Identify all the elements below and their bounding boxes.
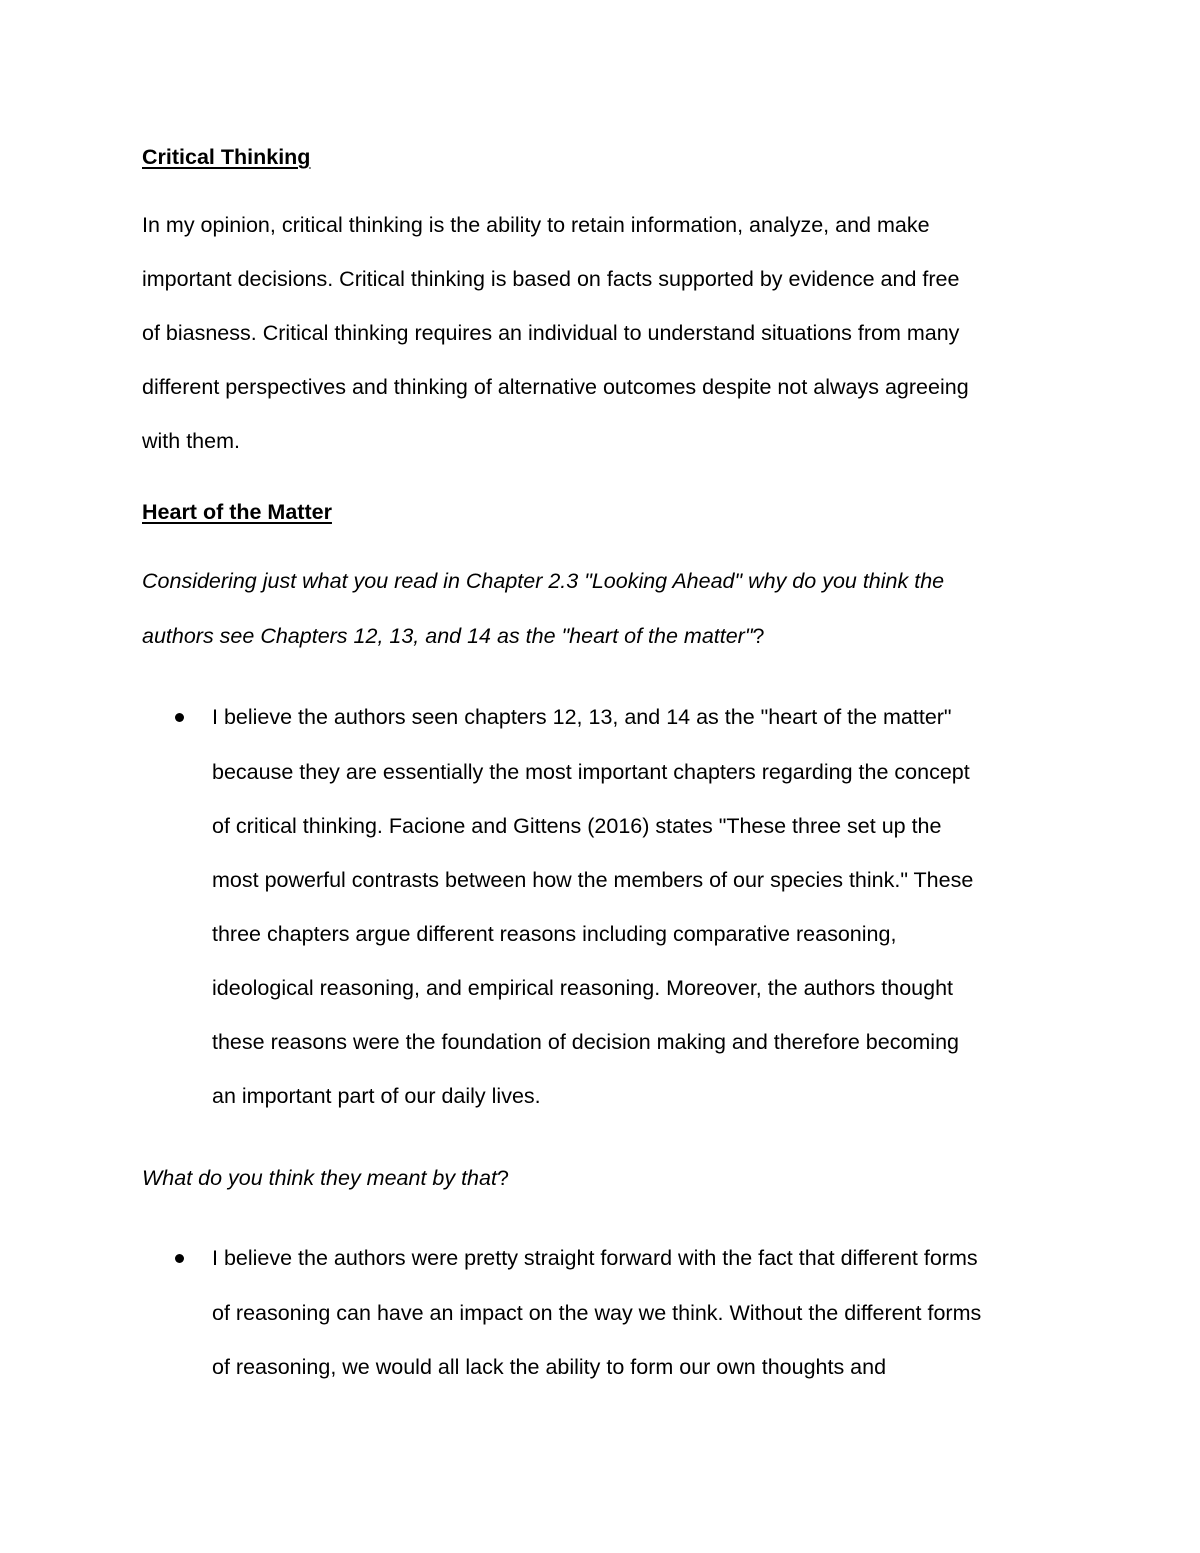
paragraph-line: important decisions. Critical thinking is based on facts supported by evidence and free	[142, 267, 960, 291]
paragraph-line: of biasness. Critical thinking requires an individual to understand situations from many	[142, 321, 960, 345]
answer-line: an important part of our daily lives.	[212, 1084, 541, 1108]
question-line	[142, 621, 764, 651]
answer-line: three chapters argue different reasons including comparative reasoning,	[212, 922, 897, 946]
paragraph-line: with them.	[142, 429, 240, 453]
answer-line: I believe the authors seen chapters 12, 13, and 14 as the "heart of the matter"	[212, 705, 952, 729]
paragraph-line: In my opinion, critical thinking is the ability to retain information, analyze, and make	[142, 213, 930, 237]
answer-line: of reasoning, we would all lack the ability to form our own thoughts and	[212, 1355, 887, 1379]
answer-line: I believe the authors were pretty straight forward with the fact that different forms	[212, 1246, 978, 1270]
answer-line: ideological reasoning, and empirical reasoning. Moreover, the authors thought	[212, 976, 954, 1000]
answer-line: of critical thinking. Facione and Gittens (2016) states "These three set up the	[212, 814, 942, 838]
section-heading-heart-of-the-matter: Heart of the Matter	[142, 500, 332, 524]
bullet-point	[175, 1254, 184, 1263]
question-mark: ?	[752, 624, 765, 648]
question-line	[142, 1163, 509, 1193]
answer-line: because they are essentially the most important chapters regarding the concept	[212, 760, 970, 784]
answer-line: of reasoning can have an impact on the way we think. Without the different forms	[212, 1301, 982, 1325]
question-line-text: What do you think they meant by that	[142, 1166, 497, 1190]
question-line: Considering just what you read in Chapter 2.3 "Looking Ahead" why do you think the	[142, 569, 945, 593]
question-mark: ?	[496, 1166, 509, 1190]
question-line-text: authors see Chapters 12, 13, and 14 as the "heart of the matter"	[142, 624, 753, 648]
answer-line: most powerful contrasts between how the members of our species think." These	[212, 868, 974, 892]
bullet-point	[175, 713, 184, 722]
section-heading-critical-thinking: Critical Thinking	[142, 145, 311, 169]
paragraph-line: different perspectives and thinking of alternative outcomes despite not always agreeing	[142, 375, 969, 399]
answer-line: these reasons were the foundation of decision making and therefore becoming	[212, 1030, 959, 1054]
